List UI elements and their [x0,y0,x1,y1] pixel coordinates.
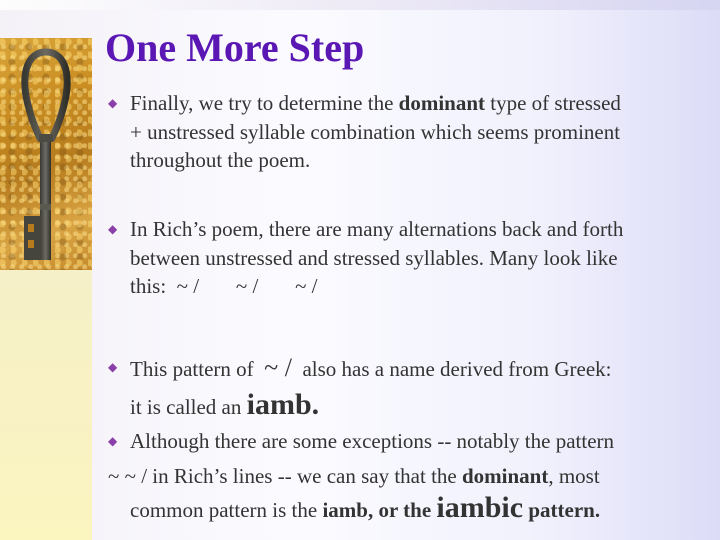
b4-line3-part1: common pattern is the [130,498,323,522]
bullet-1-text [130,89,715,175]
b4-line3-part3: pattern. [523,498,601,522]
b2-line1: In Rich’s poem, there are many alternations back and forth [130,217,624,241]
b4-emphasis-dominant: dominant [461,464,549,488]
b1-line1-part1: Finally, we try to determine the [130,91,399,115]
bullet-4-line1: Although there are some exceptions -- notably the pattern [130,429,615,453]
b1-line3: throughout the poem. [130,148,311,172]
b2-line3-pattern: this: ~ / ~ / ~ / [130,274,318,298]
b1-emphasis-dominant: dominant [398,91,486,115]
b3-line1-part2: also has a name derived from Greek: [291,357,612,381]
b3-term-iamb: iamb. [246,388,320,421]
b4-line2-part1: ~ ~ / in Rich’s lines -- we can say that the [108,464,462,488]
slide-title: One More Step [105,25,365,70]
b3-line1-part1: This pattern of [130,357,265,381]
bullet-diamond-icon: ◆ [108,222,118,236]
b4-emphasis-iamb: iamb [322,498,368,522]
top-band [0,0,720,10]
b1-line2: + unstressed syllable combination which seems prominent [130,119,621,144]
b4-line3-part2: , or the [367,498,437,522]
bullet-diamond-icon: ◆ [108,96,118,110]
b1-line1-part2: type of stressed [485,91,621,115]
b4-term-iambic: iambic [436,491,524,524]
antique-key-image [0,38,92,270]
bullet-diamond-icon: ◆ [108,360,118,374]
key-icon [0,38,92,270]
left-accent-strip [0,270,92,540]
bullet-4-line3 [130,491,715,525]
b3-line2-part1: it is called an [130,395,247,419]
bullet-diamond-icon: ◆ [108,434,118,448]
b4-line2-part2: , most [548,464,600,488]
b2-line2: between unstressed and stressed syllables. Many look like [130,245,618,270]
bullet-3-text [130,350,715,425]
b3-iamb-symbol: ~ / [264,353,292,382]
bullet-4-line2 [108,462,713,491]
bullet-2-text [130,215,715,301]
